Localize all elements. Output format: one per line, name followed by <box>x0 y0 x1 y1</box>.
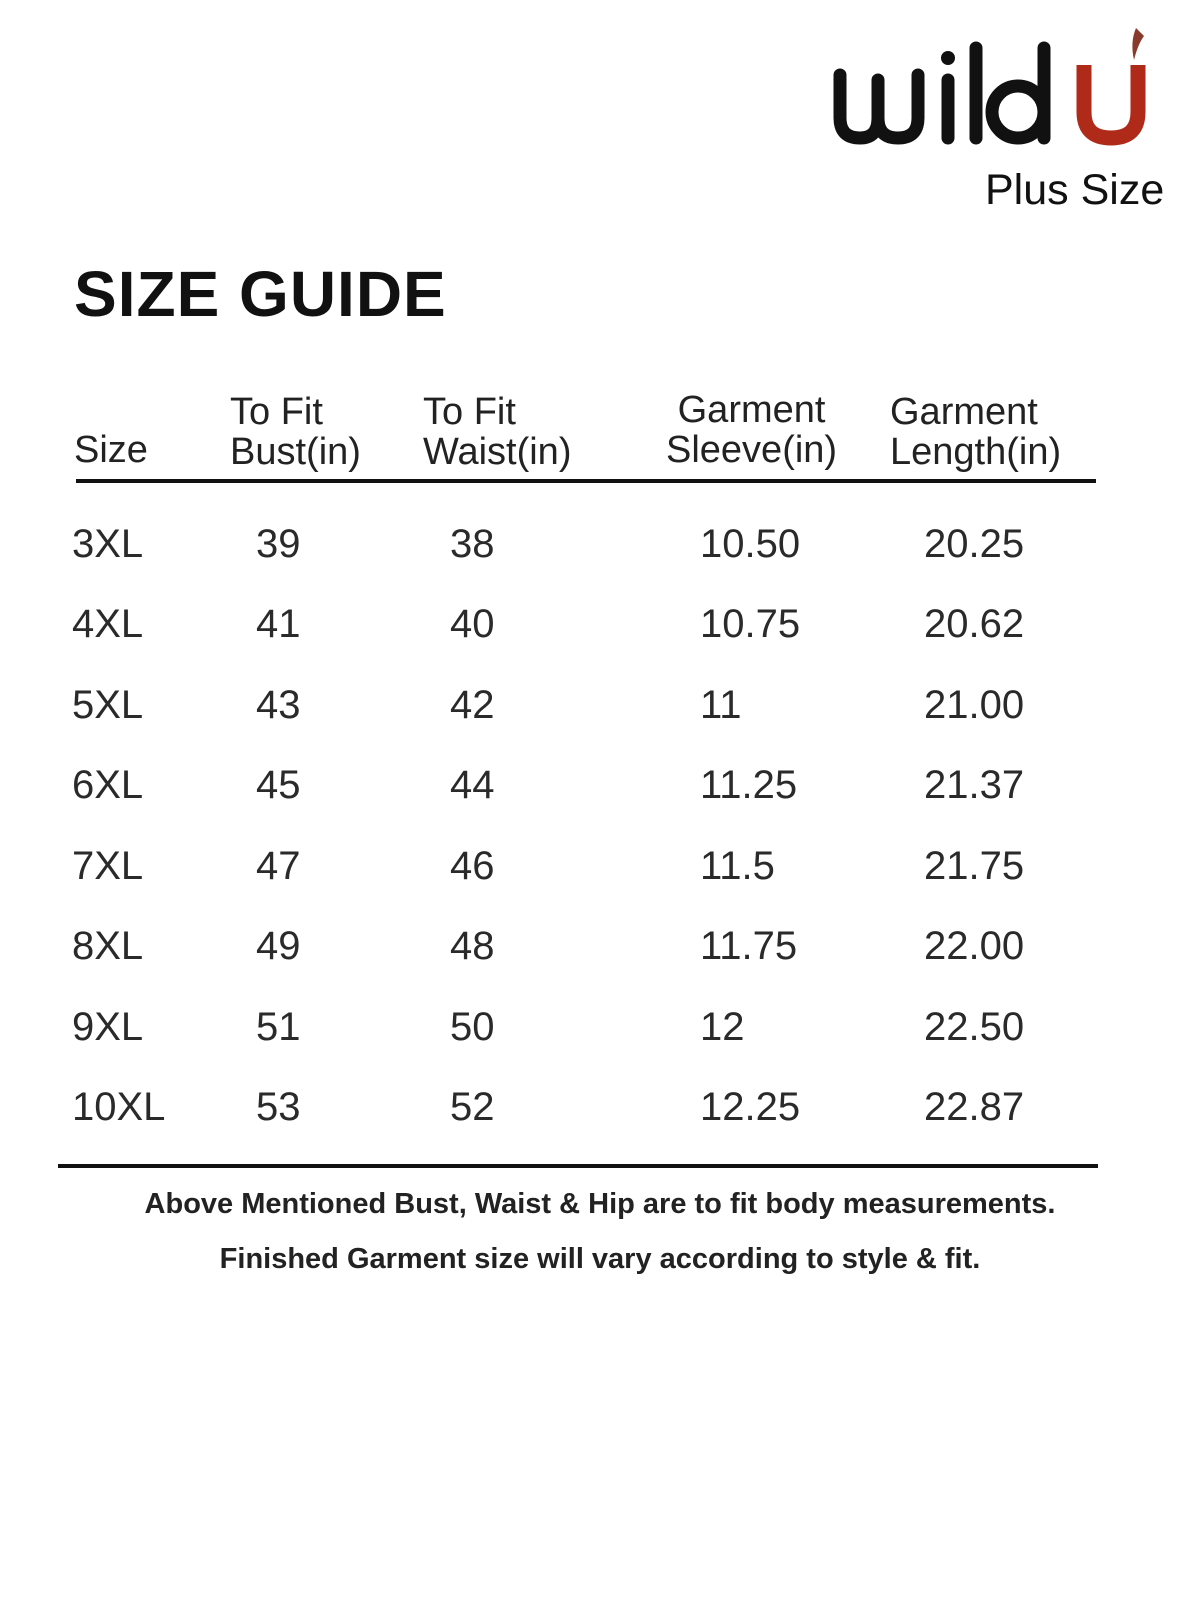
cell-sleeve: 10.50 <box>700 522 801 566</box>
cell-bust: 43 <box>256 683 301 727</box>
table-row <box>0 997 1200 1057</box>
table-row <box>0 514 1200 574</box>
note-garment-variance: Finished Garment size will vary according to style & fit. <box>219 1243 981 1275</box>
page-title: SIZE GUIDE <box>74 258 447 330</box>
cell-length: 21.00 <box>924 683 1025 727</box>
cell-length: 22.00 <box>924 924 1025 968</box>
cell-length: 20.62 <box>924 602 1025 646</box>
cell-waist: 44 <box>450 763 495 807</box>
cell-bust: 39 <box>256 522 301 566</box>
cell-waist: 42 <box>450 683 495 727</box>
header-waist: To Fit Waist(in) <box>423 391 572 473</box>
cell-sleeve: 12 <box>700 1005 745 1049</box>
header-length: Garment Length(in) <box>890 391 1062 473</box>
cell-waist: 48 <box>450 924 495 968</box>
cell-waist: 50 <box>450 1005 495 1049</box>
cell-length: 22.87 <box>924 1085 1025 1129</box>
table-row <box>0 594 1200 654</box>
cell-sleeve: 11 <box>700 683 742 727</box>
table-row <box>0 916 1200 976</box>
table-row <box>0 836 1200 896</box>
header-sleeve: Garment Sleeve(in) <box>666 389 838 471</box>
cell-sleeve: 12.25 <box>700 1085 801 1129</box>
cell-size: 6XL <box>72 763 144 807</box>
cell-bust: 53 <box>256 1085 301 1129</box>
cell-bust: 51 <box>256 1005 301 1049</box>
table-row <box>0 755 1200 815</box>
cell-size: 4XL <box>72 602 144 646</box>
cell-sleeve: 11.75 <box>700 924 798 968</box>
header-size: Size <box>74 429 148 471</box>
cell-length: 22.50 <box>924 1005 1025 1049</box>
cell-bust: 41 <box>256 602 301 646</box>
table-row <box>0 675 1200 735</box>
cell-size: 7XL <box>72 844 144 888</box>
cell-bust: 49 <box>256 924 301 968</box>
cell-bust: 47 <box>256 844 301 888</box>
header-bust: To Fit Bust(in) <box>230 391 361 473</box>
cell-sleeve: 11.25 <box>700 763 798 807</box>
cell-waist: 40 <box>450 602 495 646</box>
cell-waist: 38 <box>450 522 495 566</box>
cell-length: 20.25 <box>924 522 1025 566</box>
cell-length: 21.75 <box>924 844 1025 888</box>
cell-size: 9XL <box>72 1005 144 1049</box>
cell-size: 5XL <box>72 683 144 727</box>
wild-u-logo-mark <box>830 20 1190 160</box>
cell-size: 3XL <box>72 522 144 566</box>
cell-size: 8XL <box>72 924 144 968</box>
cell-sleeve: 11.5 <box>700 844 775 888</box>
header-divider <box>76 479 1096 483</box>
cell-size: 10XL <box>72 1085 166 1129</box>
note-fit-measurements: Above Mentioned Bust, Waist & Hip are to fit body measurements. <box>144 1188 1056 1220</box>
cell-sleeve: 10.75 <box>700 602 801 646</box>
brand-subtitle: Plus Size <box>985 166 1165 214</box>
brand-logo <box>830 20 1190 220</box>
cell-bust: 45 <box>256 763 301 807</box>
table-row <box>0 1077 1200 1137</box>
cell-waist: 46 <box>450 844 495 888</box>
cell-waist: 52 <box>450 1085 495 1129</box>
footer-divider <box>58 1164 1098 1168</box>
cell-length: 21.37 <box>924 763 1025 807</box>
